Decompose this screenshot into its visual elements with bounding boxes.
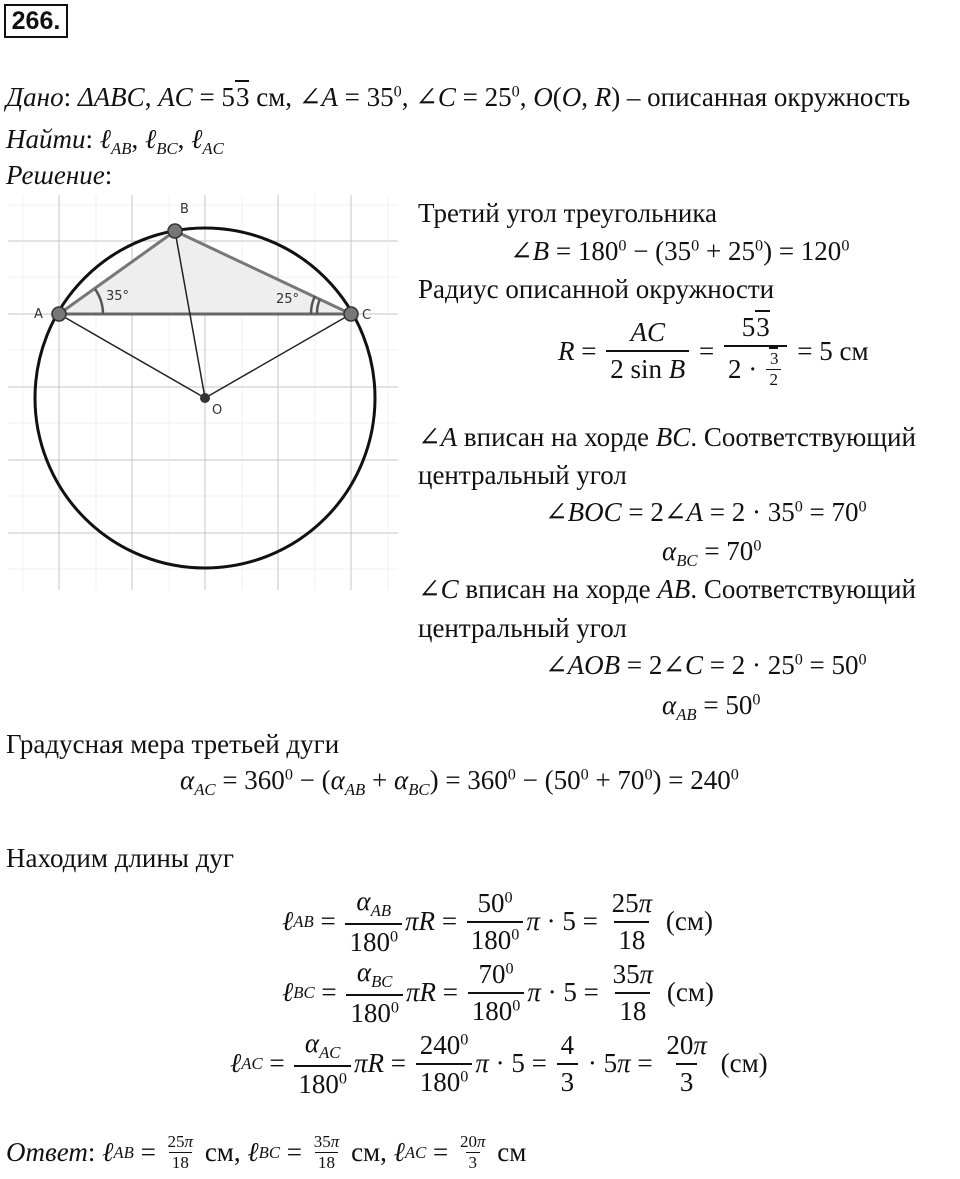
- l-ac-equation: ℓ AC = $\frac{\alpha_{AC}}{180^0}$ πR = $\frac{240^0}{180^0}$ π · 5 = $\frac{4}{3}$ · 5 π = $\frac{20\pi}{3}$ (см): [230, 1028, 768, 1099]
- find-label: Найти: [6, 124, 86, 154]
- point-c: [344, 307, 358, 321]
- inscribed-a-line2: центральный угол: [418, 460, 627, 490]
- problem-number: 266.: [4, 4, 68, 38]
- label-angle-a: 35°: [106, 289, 130, 304]
- solution-line: Решение:: [6, 160, 113, 190]
- given-label: Дано: [6, 82, 64, 112]
- label-b: B: [180, 202, 189, 217]
- label-a: A: [34, 307, 43, 322]
- l-ab-equation: ℓ AB = $\frac{\alpha_{AB}}{180^0}$ πR = $\frac{50^0}{180^0}$ π · 5 = $\frac{25\pi}{18}$ (см): [282, 886, 713, 957]
- point-a: [52, 307, 66, 321]
- answer-line: Ответ : ℓ AB = $\frac{25\pi}{18}$ см, ℓ BC = $\frac{35\pi}{18}$ см, ℓ AC = $\frac{20\pi}{3}$ см: [6, 1132, 527, 1172]
- point-o: [200, 393, 210, 403]
- label-c: C: [362, 308, 372, 323]
- inscribed-c-line2: центральный угол: [418, 613, 627, 643]
- given-line: Дано: ΔABC, AC = 53 см, ∠A = $35^0$, ∠C = $25^0$, O(O, R) – описанная окружность: [6, 82, 911, 112]
- answer-unit: см: [497, 1137, 527, 1167]
- answer-label: Ответ: [6, 1137, 88, 1167]
- radius-formula: R = $\frac{AC}{\text{2 sin B}}$ = 53 2 · $\frac{3}{2}$ = 5 см: [558, 312, 869, 389]
- alpha-ab: $\alpha_{AB} = 50^0$: [662, 690, 761, 724]
- radius-result: = 5 см: [797, 335, 869, 366]
- inscribed-c-line1: ∠C вписан на хорде AB. Соответствующий: [418, 574, 916, 604]
- geometry-diagram: [8, 195, 398, 590]
- aob-equation: ∠AOB = 2∠C = $2 \cdot 25^0 = 50^0$: [545, 650, 867, 680]
- point-b: [168, 224, 182, 238]
- angle-b-equation: ∠B = $180^0 - (35^0 + 25^0) = 120^0$: [510, 236, 850, 266]
- arc-lengths-title: Находим длины дуг: [6, 843, 235, 873]
- alpha-bc: $\alpha_{BC} = 70^0$: [662, 536, 762, 570]
- label-angle-c: 25°: [276, 292, 300, 307]
- find-line: Найти: ℓ$_{AB}$, ℓ$_{BC}$, ℓ$_{AC}$: [6, 124, 224, 158]
- l-bc-equation: ℓ BC = $\frac{\alpha_{BC}}{180^0}$ πR = $\frac{70^0}{180^0}$ π · 5 = $\frac{35\pi}{18}$ (см): [282, 957, 714, 1028]
- third-angle-title: Третий угол треугольника: [418, 198, 718, 228]
- alpha-ac-equation: $\alpha_{AC} = 360^0 - (\alpha_{AB} + \alpha_{BC}) = 360^0 - (50^0 + 70^0) = 240^0$: [180, 765, 739, 799]
- label-o: O: [212, 403, 223, 418]
- solution-label: Решение: [6, 160, 105, 190]
- boc-equation: ∠BOC = 2∠A = $2 \cdot 35^0 = 70^0$: [545, 497, 867, 527]
- inscribed-a-line1: ∠A вписан на хорде BC. Соответствующий: [418, 422, 916, 452]
- radius-title: Радиус описанной окружности: [418, 274, 775, 304]
- third-arc-title: Градусная мера третьей дуги: [6, 729, 340, 759]
